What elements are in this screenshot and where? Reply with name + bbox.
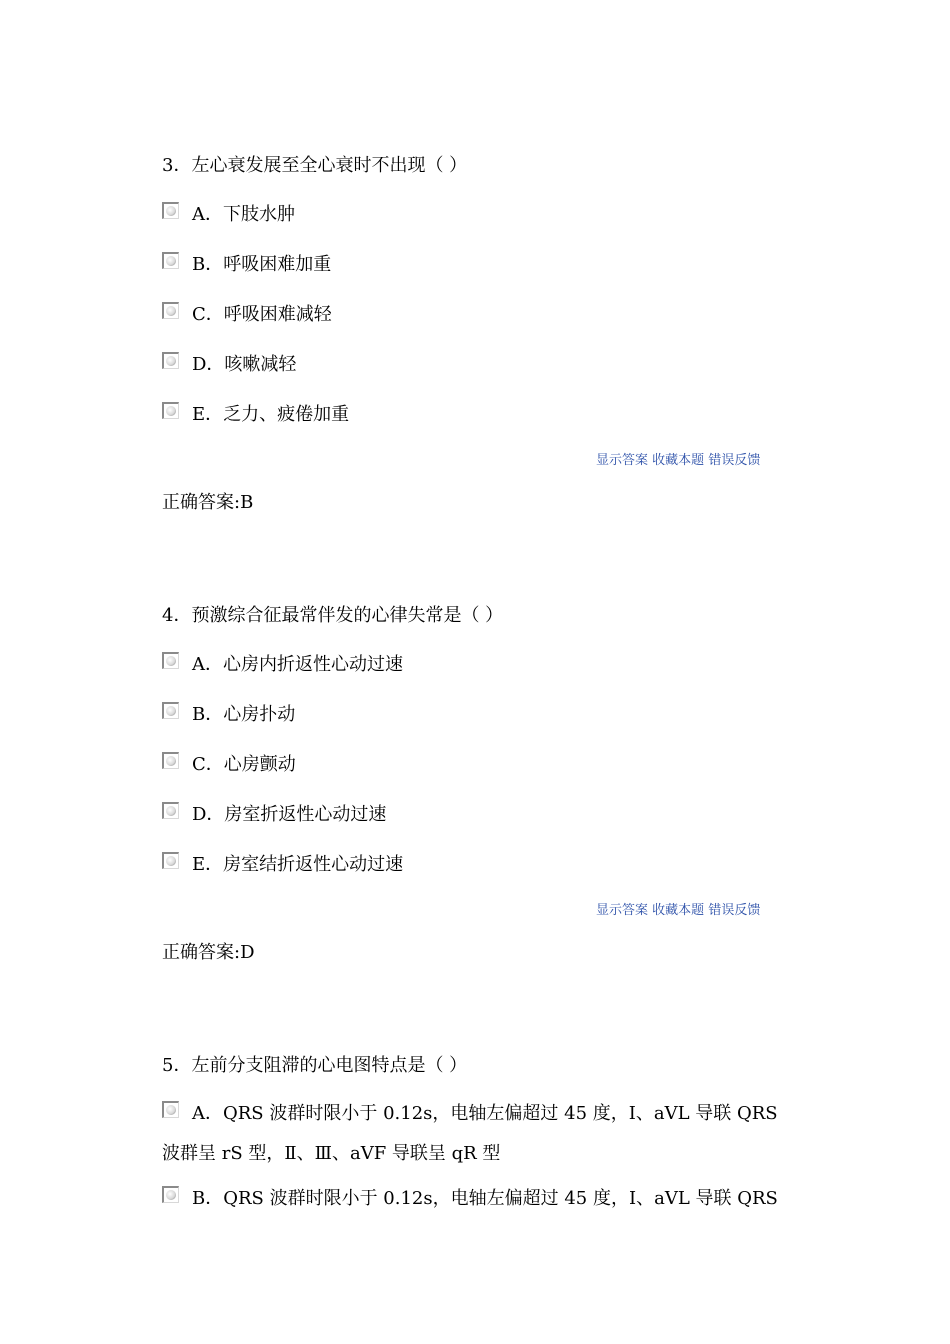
q4-option-d-label: D．房室折返性心动过速 [192, 804, 387, 825]
q3-option-b-radio[interactable] [162, 252, 179, 269]
q5-option-b-radio[interactable] [162, 1186, 179, 1203]
q3-show-answer-link[interactable]: 显示答案 [596, 453, 649, 468]
q3-option-b-label: B．呼吸困难加重 [192, 254, 332, 275]
q4-option-a-label: A．心房内折返性心动过速 [192, 654, 403, 675]
q4-show-answer-link[interactable]: 显示答案 [596, 903, 649, 918]
q3-option-a-label: A．下肢水肿 [192, 204, 295, 225]
q3-option-e-label: E．乏力、疲倦加重 [192, 404, 350, 425]
q3-option-e-radio[interactable] [162, 402, 179, 419]
q3-option-d-radio[interactable] [162, 352, 179, 369]
q4-option-e-label: E．房室结折返性心动过速 [192, 854, 404, 875]
question-4-text: 4．预激综合征最常伴发的心律失常是（ ） [162, 605, 504, 626]
q4-error-feedback-link[interactable]: 错误反馈 [708, 903, 761, 918]
q3-error-feedback-link[interactable]: 错误反馈 [708, 453, 761, 468]
question-5-text: 5．左前分支阻滞的心电图特点是（ ） [162, 1055, 468, 1076]
q4-option-e-radio[interactable] [162, 852, 179, 869]
q4-option-d-radio[interactable] [162, 802, 179, 819]
q4-option-c-radio[interactable] [162, 752, 179, 769]
question-3-text: 3．左心衰发展至全心衰时不出现（ ） [162, 155, 468, 176]
q4-favorite-link[interactable]: 收藏本题 [652, 903, 705, 918]
q4-option-b-radio[interactable] [162, 702, 179, 719]
q4-option-a-radio[interactable] [162, 652, 179, 669]
q3-action-links [596, 452, 760, 470]
q4-option-c-label: C．心房颤动 [192, 754, 296, 775]
q3-option-a-radio[interactable] [162, 202, 179, 219]
q4-action-links [596, 902, 760, 920]
q3-favorite-link[interactable]: 收藏本题 [652, 453, 705, 468]
q3-option-c-label: C．呼吸困难减轻 [192, 304, 332, 325]
q5-option-b-label: B．QRS 波群时限小于 0.12s，电轴左偏超过 45 度，Ⅰ、aVL 导联 QRS [192, 1188, 778, 1209]
q3-option-d-label: D．咳嗽减轻 [192, 354, 297, 375]
q4-correct-answer: 正确答案:D [162, 942, 255, 963]
q3-correct-answer: 正确答案:B [162, 492, 254, 513]
q3-option-c-radio[interactable] [162, 302, 179, 319]
q5-option-a-label: A．QRS 波群时限小于 0.12s，电轴左偏超过 45 度，Ⅰ、aVL 导联 QRS 波群呈 rS 型，Ⅱ、Ⅲ、aVF 导联呈 qR 型 [162, 1103, 778, 1164]
q4-option-b-label: B．心房扑动 [192, 704, 296, 725]
